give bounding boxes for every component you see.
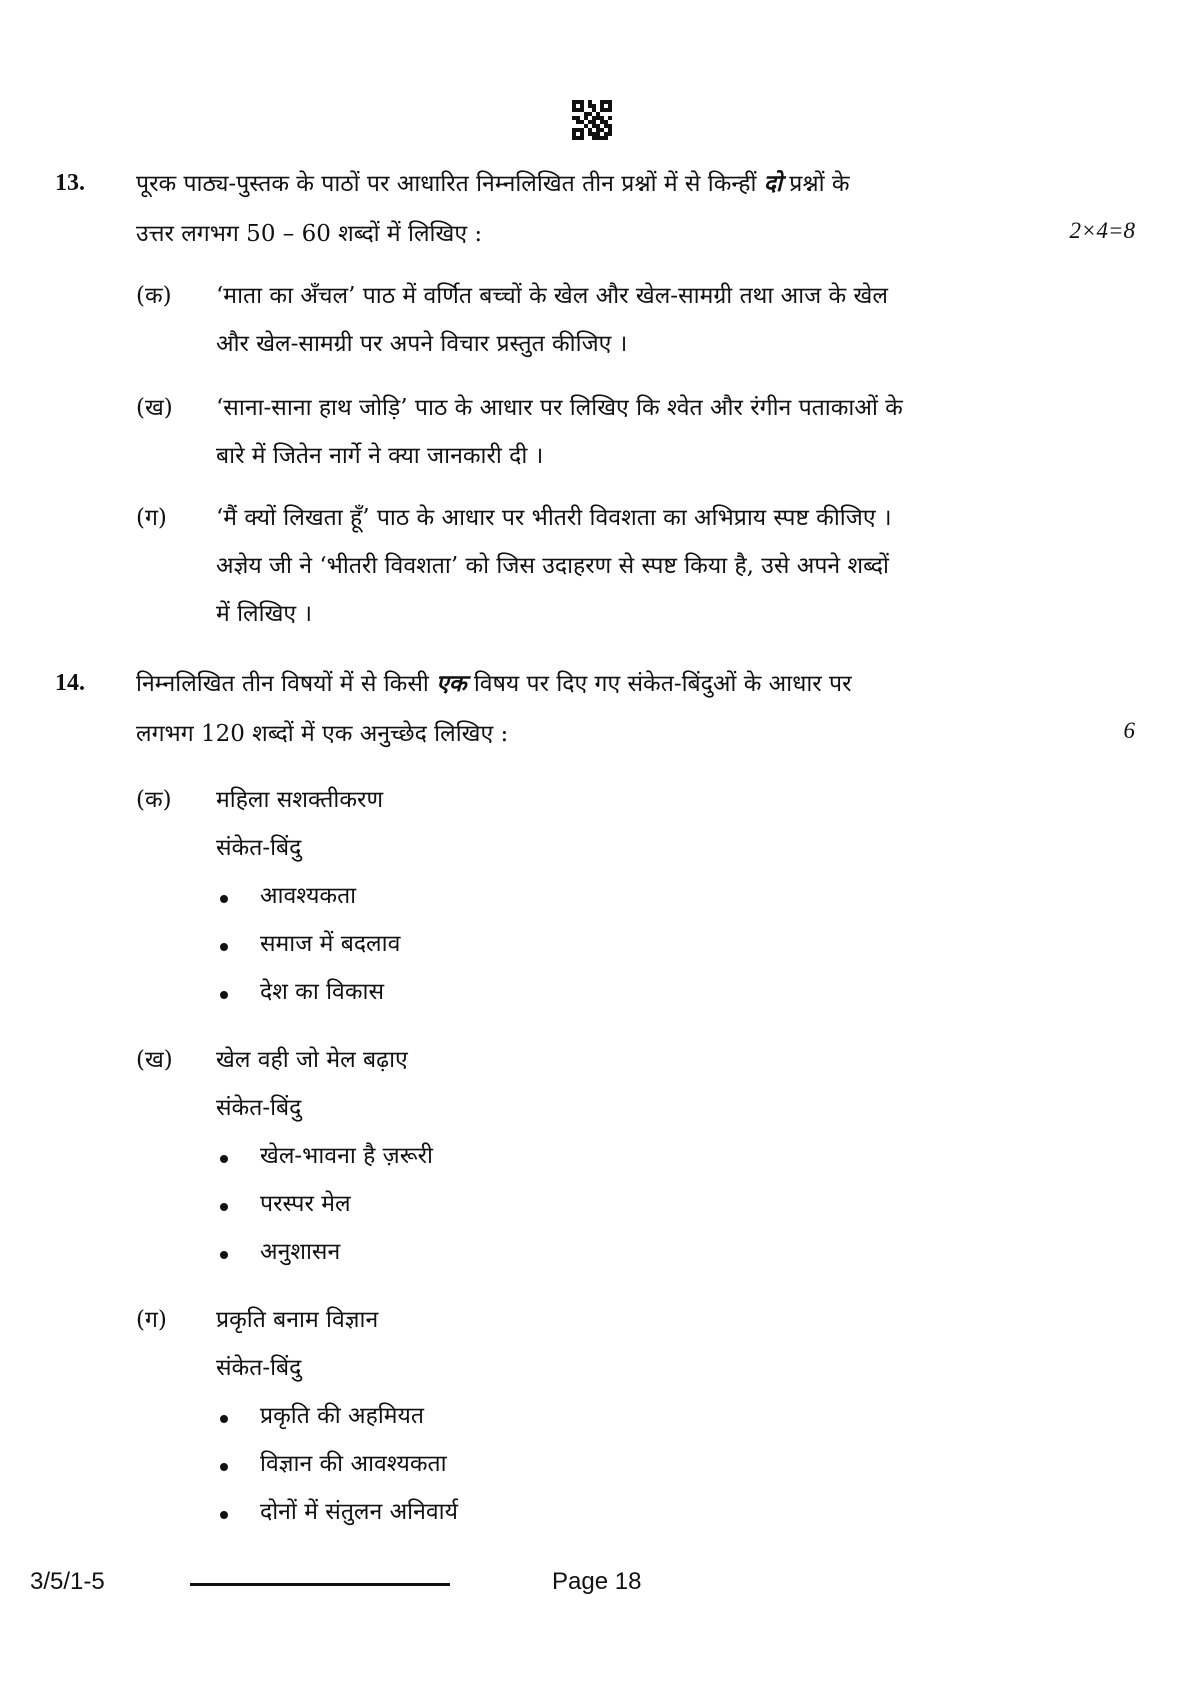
question-text-line-2: लगभग 120 शब्दों में एक अनुच्छेद लिखिए : bbox=[136, 721, 509, 747]
question-text-line-1: पूरक पाठ्य-पुस्तक के पाठों पर आधारित निम्नलिखित तीन प्रश्नों में से किन्हीं दो प्रश्नों के bbox=[136, 170, 850, 197]
paper-code: 3/5/1-5 bbox=[30, 1568, 105, 1595]
hint-point: परस्पर मेल bbox=[260, 1191, 351, 1217]
option-text: में लिखिए । bbox=[216, 601, 313, 627]
topic-label: (क) bbox=[136, 787, 172, 813]
topic-label: (ख) bbox=[136, 1047, 173, 1073]
bullet-icon bbox=[220, 991, 228, 999]
hint-heading: संकेत-बिंदु bbox=[216, 835, 302, 861]
hint-point: देश का विकास bbox=[260, 979, 385, 1005]
question-number: 13. bbox=[55, 170, 85, 196]
topic-title: प्रकृति बनाम विज्ञान bbox=[216, 1307, 379, 1333]
hint-point: समाज में बदलाव bbox=[260, 931, 401, 957]
hint-heading: संकेत-बिंदु bbox=[216, 1095, 302, 1121]
bullet-icon bbox=[220, 1463, 228, 1471]
option-text: ‘माता का अँचल’ पाठ में वर्णित बच्चों के खेल और खेल-सामग्री तथा आज के खेल bbox=[216, 283, 888, 309]
marks: 6 bbox=[1123, 718, 1135, 743]
hint-point: विज्ञान की आवश्यकता bbox=[260, 1451, 447, 1477]
bullet-icon bbox=[220, 1415, 228, 1423]
hint-heading: संकेत-बिंदु bbox=[216, 1355, 302, 1381]
qr-code-icon bbox=[572, 100, 612, 140]
option-label: (क) bbox=[136, 283, 172, 309]
bullet-icon bbox=[220, 1155, 228, 1163]
marks: 2×4=8 bbox=[1069, 218, 1135, 243]
bullet-icon bbox=[220, 895, 228, 903]
page-number: Page 18 bbox=[552, 1568, 642, 1595]
footer-divider bbox=[190, 1583, 450, 1586]
topic-label: (ग) bbox=[136, 1307, 167, 1333]
emphasis-ek: एक bbox=[436, 670, 467, 697]
hint-point: खेल-भावना है ज़रूरी bbox=[260, 1143, 433, 1169]
option-text: ‘साना-साना हाथ जोड़ि’ पाठ के आधार पर लिखिए कि श्वेत और रंगीन पताकाओं के bbox=[216, 395, 903, 421]
bullet-icon bbox=[220, 943, 228, 951]
question-text-line-1: निम्नलिखित तीन विषयों में से किसी एक विषय पर दिए गए संकेत-बिंदुओं के आधार पर bbox=[136, 670, 852, 697]
hint-point: दोनों में संतुलन अनिवार्य bbox=[260, 1499, 458, 1525]
option-text: और खेल-सामग्री पर अपने विचार प्रस्तुत कीजिए । bbox=[216, 331, 628, 357]
topic-title: खेल वही जो मेल बढ़ाए bbox=[216, 1047, 408, 1073]
emphasis-do: दो bbox=[763, 170, 782, 197]
hint-point: प्रकृति की अहमियत bbox=[260, 1403, 425, 1429]
bullet-icon bbox=[220, 1251, 228, 1259]
option-text: अज्ञेय जी ने ‘भीतरी विवशता’ को जिस उदाहरण से स्पष्ट किया है, उसे अपने शब्दों bbox=[216, 553, 889, 579]
question-text-line-2: उत्तर लगभग 50 – 60 शब्दों में लिखिए : bbox=[136, 221, 483, 247]
hint-point: आवश्यकता bbox=[260, 883, 357, 909]
bullet-icon bbox=[220, 1511, 228, 1519]
option-label: (ग) bbox=[136, 505, 167, 531]
bullet-icon bbox=[220, 1203, 228, 1211]
hint-point: अनुशासन bbox=[260, 1239, 341, 1265]
topic-title: महिला सशक्तीकरण bbox=[216, 787, 384, 813]
option-text: बारे में जितेन नार्गे ने क्या जानकारी दी । bbox=[216, 443, 544, 469]
question-number: 14. bbox=[55, 670, 85, 696]
option-label: (ख) bbox=[136, 395, 173, 421]
option-text: ‘मैं क्यों लिखता हूँ’ पाठ के आधार पर भीतरी विवशता का अभिप्राय स्पष्ट कीजिए । bbox=[216, 505, 892, 531]
